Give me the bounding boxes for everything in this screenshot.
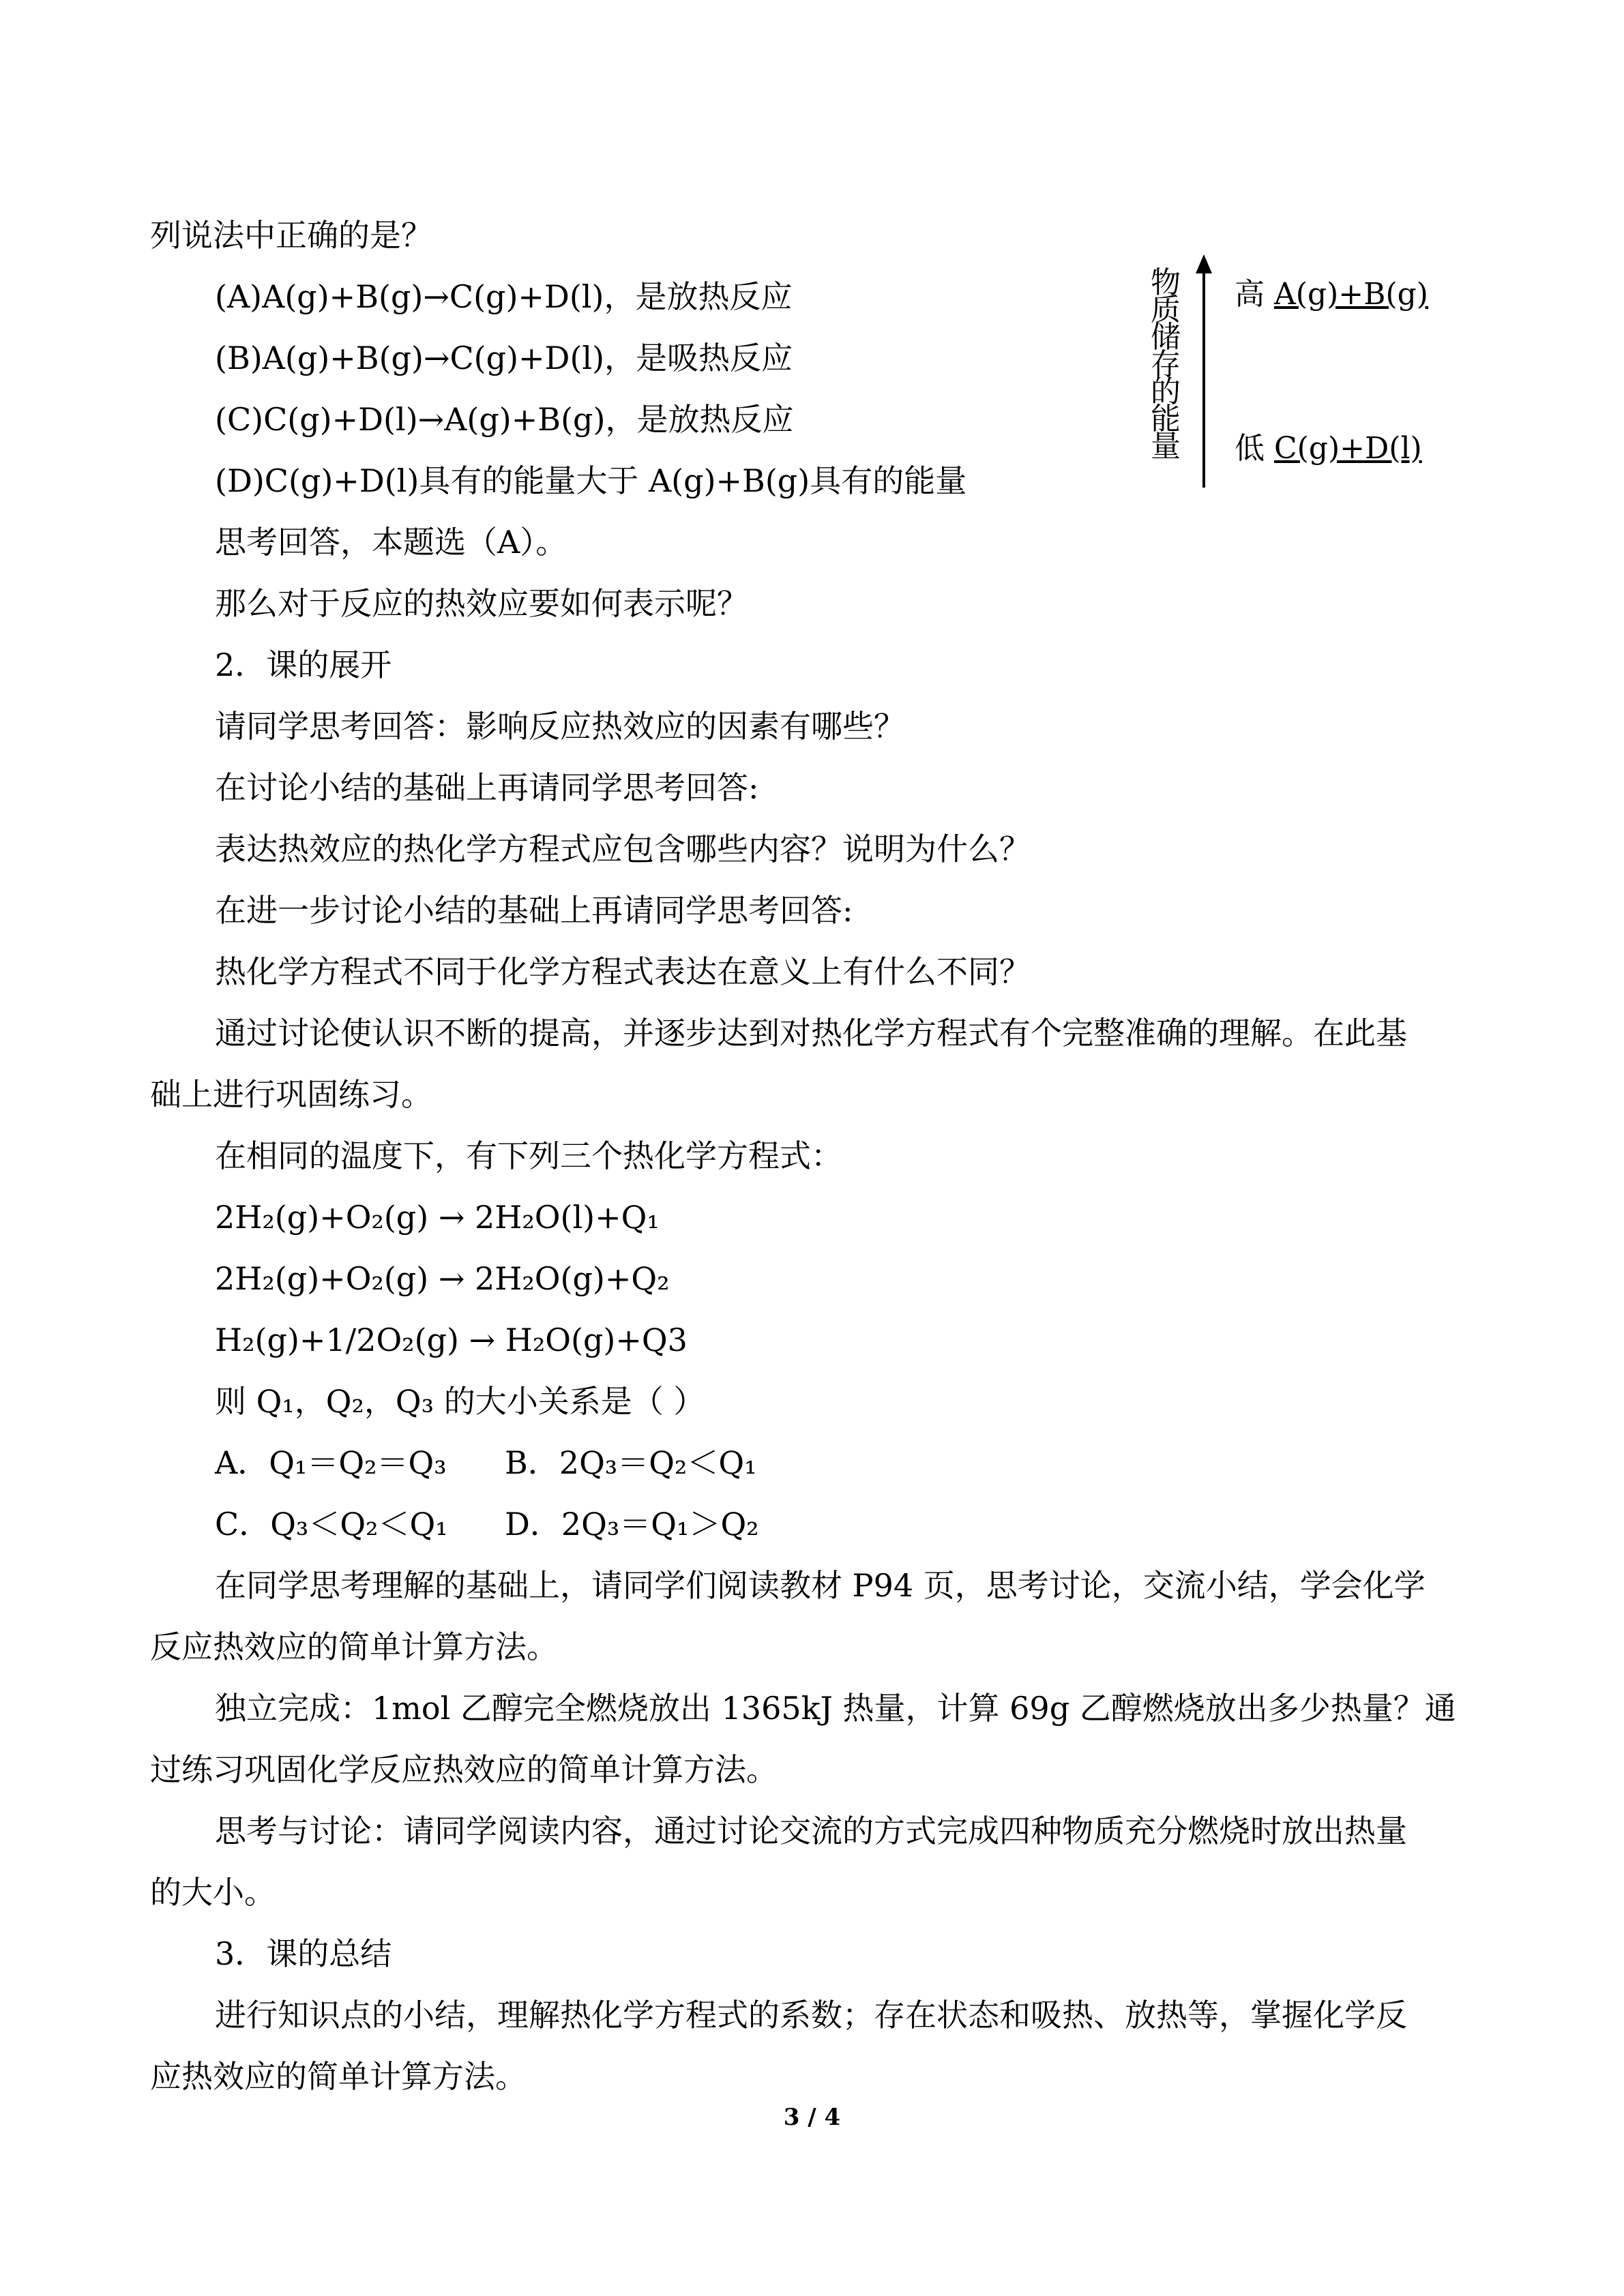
option-a: (A)A(g)+B(g)→C(g)+D(l)，是放热反应 — [215, 278, 793, 315]
question-intro: 列说法中正确的是？ — [150, 217, 432, 254]
discussion-line-1: 通过讨论使认识不断的提高，并逐步达到对热化学方程式有个完整准确的理解。在此基 — [215, 1015, 1407, 1052]
equations-intro: 在相同的温度下，有下列三个热化学方程式： — [215, 1137, 842, 1174]
choice-b: B．2Q₃＝Q₂＜Q₁ — [505, 1444, 757, 1481]
question-3-intro: 在进一步讨论小结的基础上再请同学思考回答: — [215, 892, 853, 929]
question-2-intro: 在讨论小结的基础上再请同学思考回答: — [215, 769, 759, 806]
choice-d: D．2Q₃＝Q₁＞Q₂ — [505, 1506, 759, 1542]
textbook-line-1: 在同学思考理解的基础上，请同学们阅读教材 P94 页，思考讨论，交流小结，学会化学 — [215, 1567, 1426, 1604]
low-label: 低 — [1235, 431, 1265, 466]
energy-axis-line — [1202, 269, 1205, 488]
axis-title-char: 储 — [1151, 320, 1181, 355]
axis-title-char: 物 — [1151, 265, 1181, 300]
section-2-heading: 2．课的展开 — [215, 646, 392, 683]
axis-title-char: 量 — [1151, 429, 1181, 464]
equation-2 — [215, 1258, 670, 1299]
equation-3 — [215, 1320, 688, 1360]
axis-title-char: 的 — [1151, 374, 1181, 409]
think-discuss-line-2: 的大小。 — [150, 1874, 276, 1911]
low-energy-level — [1235, 432, 1422, 466]
equation-1 — [215, 1197, 660, 1238]
summary-line-1: 进行知识点的小结，理解热化学方程式的系数；存在状态和吸热、放热等，掌握化学反 — [215, 1997, 1407, 2033]
high-species: A(g)+B(g) — [1274, 277, 1428, 312]
answer-line: 思考回答，本题选（A）。 — [215, 524, 567, 561]
energy-axis-title — [1148, 265, 1183, 464]
question-content: 表达热效应的热化学方程式应包含哪些内容？说明为什么？ — [215, 831, 1031, 867]
comparison-question: 则 Q₁，Q₂，Q₃ 的大小关系是（ ） — [215, 1383, 705, 1420]
textbook-line-2: 反应热效应的简单计算方法。 — [150, 1628, 558, 1665]
question-factors: 请同学思考回答：影响反应热效应的因素有哪些？ — [215, 708, 905, 745]
option-d: (D)C(g)+D(l)具有的能量大于 A(g)+B(g)具有的能量 — [215, 462, 967, 499]
equation-1-text: 2H₂(g)+O₂(g) → 2H₂O(l)+Q₁ — [215, 1199, 660, 1236]
axis-title-char: 质 — [1151, 293, 1181, 327]
choice-c: C．Q₃＜Q₂＜Q₁ — [215, 1506, 448, 1542]
independent-task-line-1: 独立完成：1mol 乙醇完全燃烧放出 1365kJ 热量，计算 69g 乙醇燃烧放出多少热量？通 — [215, 1690, 1456, 1727]
equation-3-text: H₂(g)+1/2O₂(g) → H₂O(g)+Q3 — [215, 1322, 688, 1358]
option-c: (C)C(g)+D(l)→A(g)+B(g)，是放热反应 — [215, 401, 794, 438]
independent-task-line-2: 过练习巩固化学反应热效应的简单计算方法。 — [150, 1751, 778, 1788]
section-3-heading: 3．课的总结 — [215, 1935, 392, 1972]
think-discuss-line-1: 思考与讨论：请同学阅读内容，通过讨论交流的方式完成四种物质充分燃烧时放出热量 — [215, 1813, 1407, 1849]
option-b: (B)A(g)+B(g)→C(g)+D(l)，是吸热反应 — [215, 340, 793, 376]
question-difference: 热化学方程式不同于化学方程式表达在意义上有什么不同？ — [215, 953, 1031, 990]
high-label: 高 — [1235, 277, 1265, 312]
high-energy-level — [1235, 278, 1428, 312]
choice-a: A．Q₁＝Q₂＝Q₃ — [215, 1444, 447, 1481]
transition-question: 那么对于反应的热效应要如何表示呢？ — [215, 585, 748, 622]
page-number: 3 / 4 — [783, 2104, 841, 2131]
energy-level-diagram — [1136, 249, 1449, 491]
summary-line-2: 应热效应的简单计算方法。 — [150, 2058, 527, 2095]
low-species: C(g)+D(l) — [1274, 431, 1422, 466]
discussion-line-2: 础上进行巩固练习。 — [150, 1076, 432, 1113]
axis-title-char: 存 — [1151, 347, 1181, 382]
axis-title-char: 能 — [1151, 402, 1181, 436]
equation-2-text: 2H₂(g)+O₂(g) → 2H₂O(g)+Q₂ — [215, 1260, 670, 1297]
